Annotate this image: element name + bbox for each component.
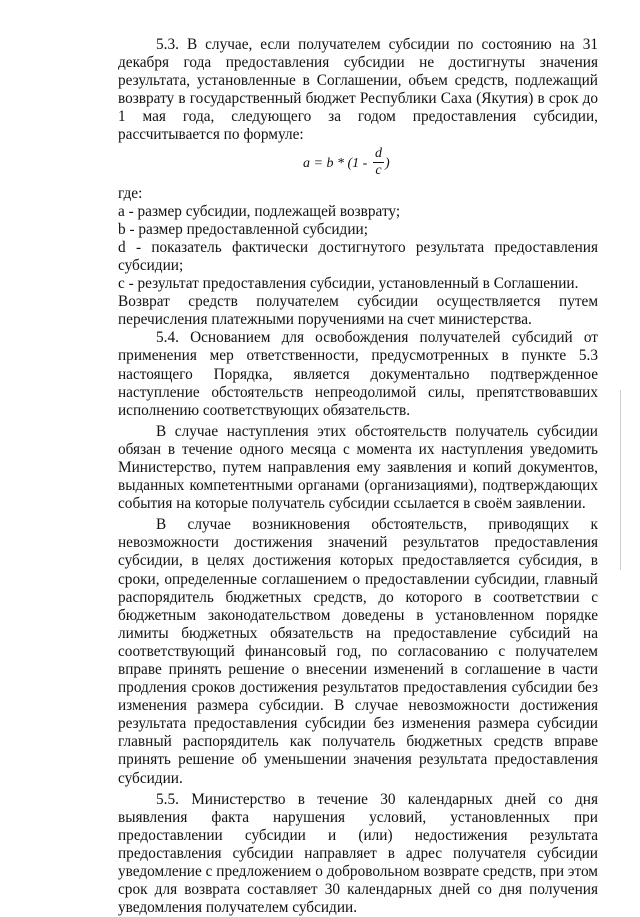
- paragraph-force-majeure-notice: В случае наступления этих обстоятельств получатель субсидии обязан в течение одного месяца с момента их наступления уведомить Министерство, путем направления ему заявления и копий документов, выданных компетентными органами (организациями), подтверждающих события на которые получатель субсидии ссылается в своём заявлении.: [118, 422, 598, 513]
- formula-close-paren: ): [385, 155, 390, 171]
- definition-a: a - размер субсидии, подлежащей возврату;: [118, 202, 401, 220]
- definition-b: b - размер предоставленной субсидии;: [118, 220, 368, 238]
- text-column: [118, 36, 598, 917]
- refund-formula: [118, 147, 598, 183]
- definition-d: d - показатель фактически достигнутого результата предоставления субсидии;: [118, 238, 598, 274]
- formula-lhs: a = b * (1 -: [303, 155, 368, 171]
- formula-numerator: d: [375, 145, 382, 161]
- return-method-paragraph: Возврат средств получателем субсидии осуществляется путем перечисления платежными поручениями на счет министерства.: [118, 293, 598, 329]
- formula-fraction: [373, 147, 384, 178]
- scan-edge-line: [620, 390, 621, 570]
- paragraph-5-3: 5.3. В случае, если получателем субсидии по состоянию на 31 декабря года предоставления субсидии не достигнуты значения результата, установленные в Соглашении, объем средств, подлежащий возврату в государственный бюджет Республики Саха (Якутия) в срок до 1 мая года, следующего за годом предоставления субсидии, рассчитывается по формуле:: [118, 36, 598, 144]
- where-label: где:: [118, 184, 143, 202]
- paragraph-5-5: 5.5. Министерство в течение 30 календарных дней со дня выявления факта нарушения условий, установленных при предоставлении субсидии и (или) недостижения результата предоставления субсидии направляет в адрес получателя субсидии уведомление с предложением о добровольном возврате средств, при этом срок для возврата составляет 30 календарных дней со дня получения уведомления получателем субсидии.: [118, 790, 598, 917]
- definition-c: c - результат предоставления субсидии, установленный в Соглашении.: [118, 275, 579, 293]
- paragraph-5-4: 5.4. Основанием для освобождения получателей субсидий от применения мер ответственности, предусмотренных в пункте 5.3 настоящего Порядка, является документально подтвержденное наступление обстоятельств непреодолимой силы, препятствовавших исполнению соответствующих обязательств.: [118, 329, 598, 419]
- paragraph-impossibility: В случае возникновения обстоятельств, приводящих к невозможности достижения значений результатов предоставления субсидии, в целях достижения которых предоставляется субсидия, в сроки, определенные соглашением о предоставлении субсидии, главный распорядитель бюджетных средств, до которого в соответствии с бюджетным законодательством доведены в установленном порядке лимиты бюджетных обязательств на предоставление субсидий на соответствующий финансовый год, по согласованию с получателем вправе принять решение о внесении изменений в соглашение в части продления сроков достижения результатов предоставления субсидии без изменения размера субсидии. В случае невозможности достижения результата предоставления субсидии без изменения размера субсидии главный распорядитель как получатель бюджетных средств вправе принять решение об уменьшении значения результата предоставления субсидии.: [118, 516, 598, 787]
- formula-denominator: c: [375, 162, 382, 178]
